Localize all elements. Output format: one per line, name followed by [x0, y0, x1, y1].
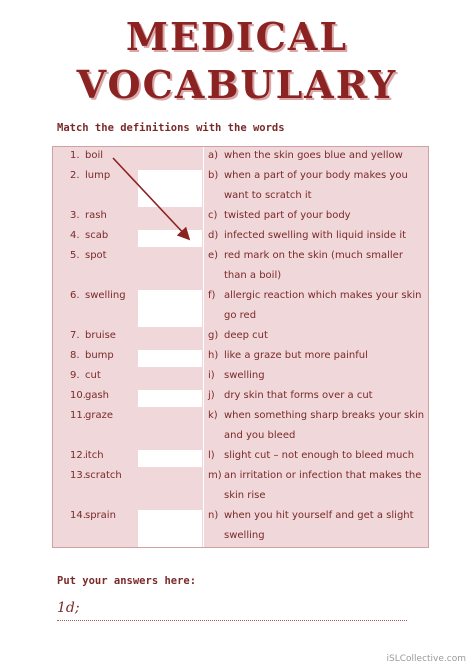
row-number: 5.: [70, 250, 80, 261]
vocab-word: rash: [85, 210, 107, 221]
definition-text: infected swelling with liquid inside it: [224, 230, 407, 241]
definition-text: an irritation or infection that makes the skin rise: [224, 470, 422, 501]
definition-text: when a part of your body makes you want to scratch it: [224, 170, 408, 201]
row-number: 10.: [70, 390, 86, 401]
definition-text: when you hit yourself and get a slight swelling: [224, 510, 414, 541]
vocab-word: bump: [85, 350, 114, 361]
definition-text: when the skin goes blue and yellow: [224, 150, 403, 161]
vocab-word: lump: [85, 170, 111, 181]
definition-text: deep cut: [224, 330, 268, 341]
definition-text: allergic reaction which makes your skin go red: [224, 290, 422, 321]
definition-text: when something sharp breaks your skin and you bleed: [224, 410, 425, 441]
row-number: 2.: [70, 170, 80, 181]
vocab-word: sprain: [85, 510, 116, 521]
row-number: 13.: [70, 470, 86, 481]
definition-letter: j): [208, 390, 215, 401]
vocab-word: cut: [85, 370, 101, 381]
definition-text: dry skin that forms over a cut: [224, 390, 373, 401]
answer-example: 1d;: [57, 600, 80, 616]
definition-letter: g): [208, 330, 219, 341]
definition-letter: d): [208, 230, 219, 241]
row-number: 9.: [70, 370, 80, 381]
row-number: 6.: [70, 290, 80, 301]
vocab-word: gash: [85, 390, 110, 401]
definition-text: twisted part of your body: [224, 210, 351, 221]
definition-letter: b): [208, 170, 219, 181]
row-number: 11.: [70, 410, 86, 421]
definition-text: slight cut – not enough to bleed much: [224, 450, 415, 461]
vocab-word: scratch: [85, 470, 122, 481]
row-number: 1.: [70, 150, 80, 161]
vocab-word: graze: [85, 410, 113, 421]
definition-letter: n): [208, 510, 219, 521]
matching-table: [52, 146, 429, 548]
row-number: 4.: [70, 230, 80, 241]
definition-letter: a): [208, 150, 219, 161]
definition-text: like a graze but more painful: [224, 350, 368, 361]
watermark: iSLCollective.com: [386, 654, 466, 664]
vocab-word: bruise: [85, 330, 116, 341]
definition-letter: l): [208, 450, 215, 461]
vocab-word: boil: [85, 150, 104, 161]
definition-text: red mark on the skin (much smaller than a boil): [224, 250, 403, 281]
definition-letter: i): [208, 370, 215, 381]
vocab-word: scab: [85, 230, 109, 241]
row-number: 8.: [70, 350, 80, 361]
answers-label: Put your answers here:: [57, 575, 197, 587]
row-number: 3.: [70, 210, 80, 221]
definition-text: swelling: [224, 370, 265, 381]
definition-letter: m): [208, 470, 222, 481]
answer-line[interactable]: [57, 600, 407, 621]
row-number: 12.: [70, 450, 86, 461]
vocab-word: itch: [85, 450, 104, 461]
definition-letter: c): [208, 210, 218, 221]
definition-letter: h): [208, 350, 219, 361]
instructions: Match the definitions with the words: [57, 122, 285, 134]
vocab-word: swelling: [85, 290, 126, 301]
definition-letter: e): [208, 250, 219, 261]
example-arrow-icon: [53, 147, 430, 549]
definition-letter: k): [208, 410, 218, 421]
title-line-1: MEDICAL: [125, 14, 349, 59]
vocab-word: spot: [85, 250, 107, 261]
definition-letter: f): [208, 290, 216, 301]
row-number: 14.: [70, 510, 86, 521]
row-number: 7.: [70, 330, 80, 341]
title-line-2: VOCABULARY: [76, 62, 398, 107]
